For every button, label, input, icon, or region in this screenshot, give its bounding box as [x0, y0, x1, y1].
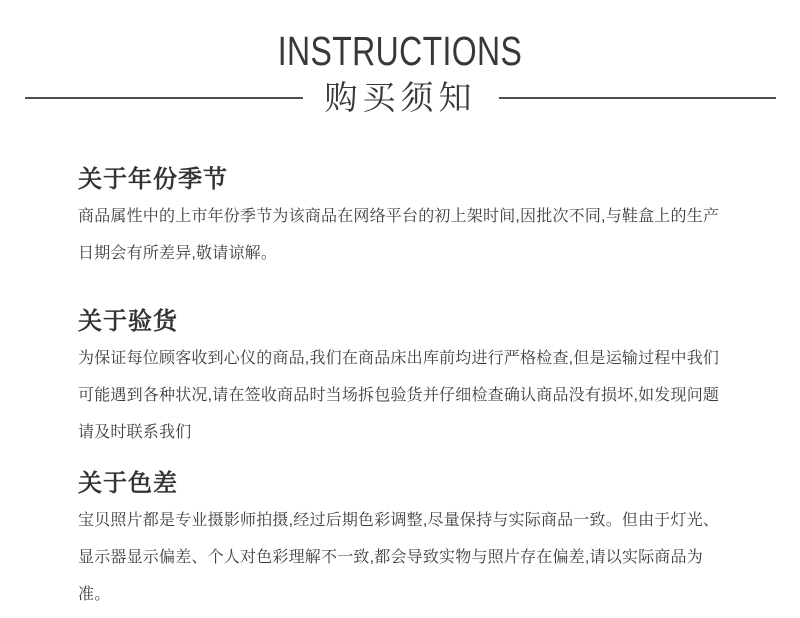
right-divider-line	[499, 97, 777, 99]
section-heading-inspection: 关于验货	[78, 308, 178, 335]
section-heading-color-difference: 关于色差	[78, 470, 178, 497]
section-heading-year-season: 关于年份季节	[78, 166, 228, 193]
subtitle-row	[25, 76, 776, 120]
section-color-difference	[78, 467, 730, 613]
page-title-chinese: 购买须知	[324, 79, 477, 116]
section-body-inspection: 为保证每位顾客收到心仪的商品,我们在商品床出库前均进行严格检查,但是运输过程中我们可能遇到各种状况,请在签收商品时当场拆包验货并仔细检查确认商品没有损坏,如发现问题请及时联系我们	[78, 350, 720, 441]
page-header	[0, 0, 800, 120]
page-title-english: INSTRUCTIONS	[277, 28, 523, 74]
left-divider-line	[25, 97, 303, 99]
section-year-season	[78, 163, 730, 272]
section-body-color-difference: 宝贝照片都是专业摄影师拍摄,经过后期色彩调整,尽量保持与实际商品一致。但由于灯光、显示器显示偏差、个人对色彩理解不一致,都会导致实物与照片存在偏差,请以实际商品为准。	[78, 512, 720, 603]
section-body-year-season: 商品属性中的上市年份季节为该商品在网络平台的初上架时间,因批次不同,与鞋盒上的生产日期会有所差异,敬请谅解。	[78, 208, 720, 262]
section-inspection	[78, 305, 730, 451]
notice-content	[0, 163, 800, 613]
